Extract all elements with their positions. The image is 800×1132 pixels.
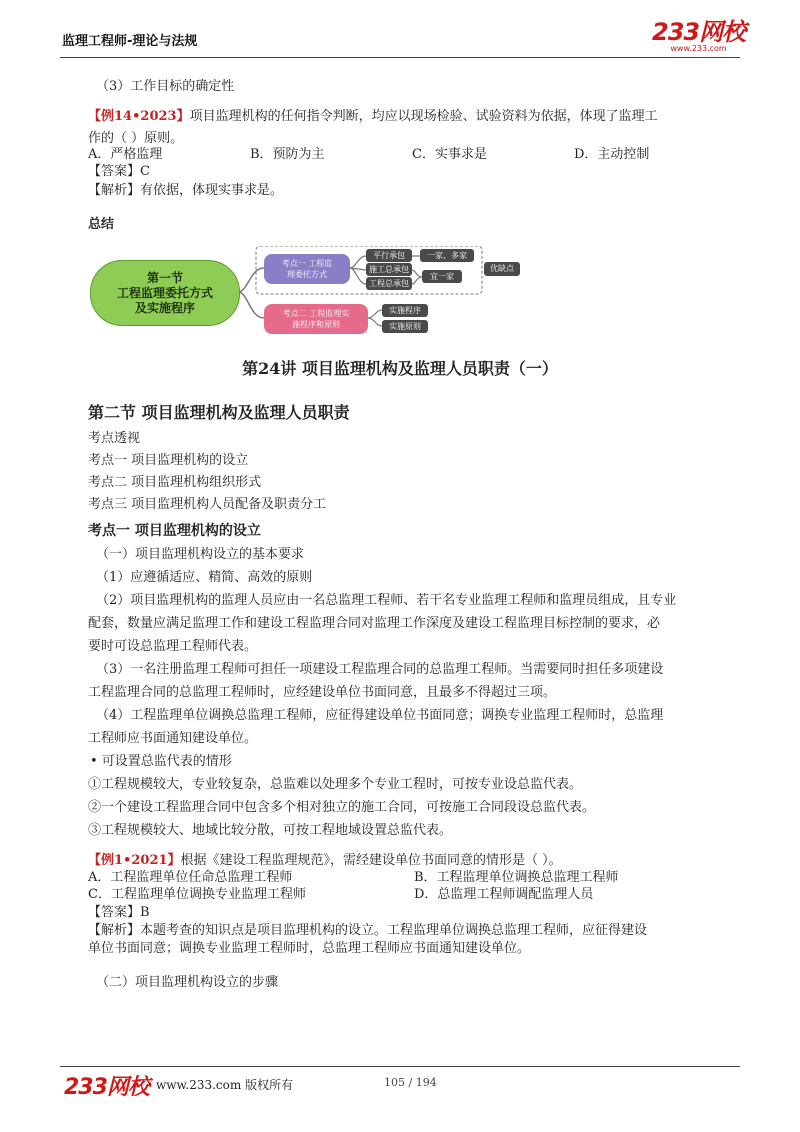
example2-analysis-l2: 单位书面同意；调换专业监理工程师时，总监理工程师应书面通知建设单位。	[88, 941, 531, 956]
lecture-title: 第24讲 项目监理机构及监理人员职责（一）	[242, 359, 558, 378]
example2-tag: 【例1•2021】	[88, 853, 181, 868]
example1-question-l1: 项目监理机构的任何指令判断，均应以现场检验、试验资料为依据，体现了监理工	[189, 109, 658, 124]
mindmap-root	[90, 260, 240, 326]
req-item3-l2: 工程监理合同的总监理工程师时，应经建设单位书面同意，且最多不得超过三项。	[88, 685, 557, 700]
overview-point2: 考点二 项目监理机构组织形式	[88, 475, 262, 490]
example1-option-b: B．预防为主	[250, 147, 325, 162]
overview-point1: 考点一 项目监理机构的设立	[88, 453, 249, 468]
mindmap-branch1-l2: 理委托方式	[287, 270, 327, 279]
header-logo	[652, 20, 745, 53]
mindmap-leaf-engineering: 工程总承包	[366, 277, 412, 290]
deputy-heading: • 可设置总监代表的情形	[90, 754, 232, 769]
summary-label: 总结	[88, 217, 115, 232]
overview-label: 考点透视	[88, 431, 141, 446]
deputy-case1: ①工程规模较大，专业较复杂，总监难以处理多个专业工程时，可按专业设总监代表。	[88, 777, 583, 792]
mindmap-tag-pros-cons: 优缺点	[484, 262, 520, 276]
example1-option-a: A．严格监理	[88, 147, 163, 162]
mindmap-branch1	[264, 254, 350, 284]
mindmap-root-l3: 及实施程序	[134, 300, 195, 315]
footer-divider	[60, 1066, 740, 1067]
logo-sub: www.233.com	[670, 44, 727, 53]
page-number: 105 / 194	[384, 1076, 437, 1089]
mindmap-note-multi: 一家、多家	[420, 249, 474, 262]
req-item2-l2: 配套，数量应满足监理工作和建设工程监理合同对监理工作深度及建设工程监理目标控制的要求，必	[88, 616, 661, 631]
mindmap-branch2-l1: 考点二 工程监理实	[282, 309, 350, 318]
example2-option-c: C．工程监理单位调换专业监理工程师	[88, 887, 306, 902]
mindmap-branch1-l1: 考点一 工程监	[281, 259, 333, 268]
footer-logo: 233网校	[64, 1075, 149, 1100]
example1-analysis: 【解析】有依据，体现实事求是。	[88, 183, 284, 198]
header-divider	[60, 57, 740, 58]
example2-question: 根据《建设工程监理规范》，需经建设单位书面同意的情形是（ ）。	[180, 853, 562, 868]
mindmap-leaf-principle: 实施原则	[382, 320, 428, 333]
deputy-case3: ③工程规模较大、地域比较分散，可按工程地域设置总监代表。	[88, 823, 453, 838]
example2-option-a: A．工程监理单位任命总监理工程师	[88, 870, 293, 885]
header-title: 监理工程师-理论与法规	[62, 34, 198, 49]
step-heading: （二）项目监理机构设立的步骤	[96, 975, 279, 990]
logo-text: 233网校	[652, 18, 746, 46]
mindmap-root-l2: 工程监理委托方式	[116, 285, 213, 300]
req-item4-l2: 工程师应书面通知建设单位。	[88, 731, 258, 746]
req-item4-l1: （4）工程监理单位调换总监理工程师，应征得建设单位书面同意；调换专业监理工程师时，总监理	[96, 708, 664, 723]
mindmap	[88, 246, 528, 338]
mindmap-leaf-construction: 施工总承包	[366, 263, 412, 276]
mindmap-root-l1: 第一节	[146, 270, 183, 285]
mindmap-leaf-parallel: 平行承包	[366, 249, 412, 262]
deputy-case2: ②一个建设工程监理合同中包含多个相对独立的施工合同，可按施工合同段设总监代表。	[88, 800, 596, 815]
point1-title: 考点一 项目监理机构的设立	[88, 523, 261, 539]
example1-answer: 【答案】C	[88, 164, 150, 179]
section-title: 第二节 项目监理机构及监理人员职责	[88, 403, 350, 422]
example1-option-c: C．实事求是	[412, 147, 487, 162]
req-item2-l1: （2）项目监理机构的监理人员应由一名总监理工程师、若干名专业监理工程师和监理员组成，且专业	[96, 593, 677, 608]
footer-site[interactable]: www.233.com 版权所有	[156, 1078, 294, 1092]
req-item3-l1: （3）一名注册监理工程师可担任一项建设工程监理合同的总监理工程师。当需要同时担任多项建设	[96, 662, 664, 677]
mindmap-branch2-l2: 施程序和原则	[292, 320, 340, 329]
mindmap-branch2	[264, 304, 368, 334]
overview-point3: 考点三 项目监理机构人员配备及职责分工	[88, 497, 327, 512]
intro-item3: （3）工作目标的确定性	[96, 79, 235, 94]
mindmap-leaf-procedure: 实施程序	[382, 304, 428, 317]
example2-option-d: D．总监理工程师调配监理人员	[414, 887, 594, 902]
example1-question-l2: 作的（ ）原则。	[88, 131, 184, 146]
req-item2-l3: 要时可设总监理工程师代表。	[88, 639, 258, 654]
example1-option-d: D．主动控制	[574, 147, 650, 162]
req-heading: （一）项目监理机构设立的基本要求	[96, 547, 305, 562]
req-item1: （1）应遵循适应、精简、高效的原则	[96, 570, 313, 585]
example2-option-b: B．工程监理单位调换总监理工程师	[414, 870, 619, 885]
example1-tag: 【例14•2023】	[88, 109, 190, 124]
example2-answer: 【答案】B	[88, 905, 150, 920]
example2-analysis-text: 本题考查的知识点是项目监理机构的设立。工程监理单位调换总监理工程师，应征得建设	[140, 923, 648, 938]
example2-analysis-tag: 【解析】	[88, 923, 141, 938]
mindmap-note-single: 宜一家	[422, 270, 462, 283]
